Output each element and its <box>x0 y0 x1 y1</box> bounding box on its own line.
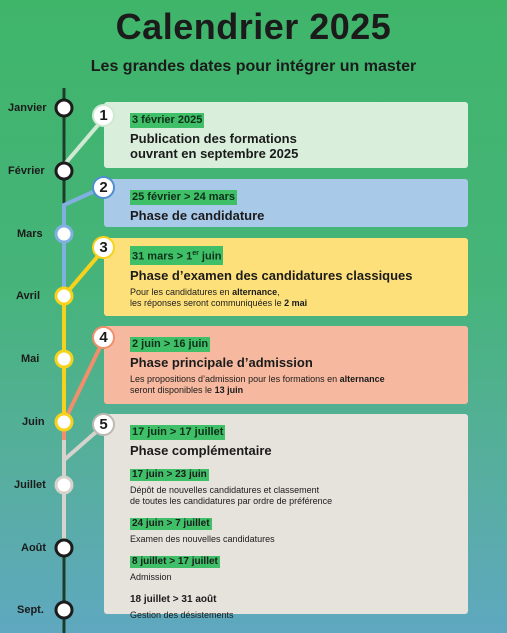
substep-text: Gestion des désistements <box>130 610 234 620</box>
step-2-badge: 2 <box>92 176 115 199</box>
step-3-badge: 3 <box>92 236 115 259</box>
step-3-title: Phase d’examen des candidatures classiques <box>130 267 413 283</box>
step-1-title <box>130 131 458 161</box>
step-3-description: Pour les candidatures en alternance, les réponses seront communiquées le 2 mai <box>130 286 308 308</box>
step-5-substep <box>130 551 458 583</box>
step-5-card <box>104 414 468 620</box>
step-3-date: 31 mars > 1er juin <box>130 246 223 265</box>
month-janvier: Janvier <box>8 102 47 114</box>
step-1-badge: 1 <box>92 104 115 127</box>
step-2-date: 25 février > 24 mars <box>132 191 236 203</box>
step-5-badge: 5 <box>92 413 115 436</box>
substep-text: Admission <box>130 572 172 582</box>
month-aout: Août <box>21 542 47 554</box>
step-4-badge: 4 <box>92 326 115 349</box>
month-juin: Juin <box>22 416 45 428</box>
substep-date: 18 juillet > 31 août <box>130 594 217 605</box>
month-mars: Mars <box>17 228 43 240</box>
step-4-title: Phase principale d’admission <box>130 355 313 370</box>
step-3-card <box>104 238 468 316</box>
step-1-date: 3 février 2025 <box>132 114 203 126</box>
step-1-title-line2: ouvrant en septembre 2025 <box>130 146 299 161</box>
step-4-date: 2 juin > 16 juin <box>132 338 209 350</box>
step-1-card <box>104 102 468 168</box>
step-4-description: Les propositions d’admission pour les formations en alternance seront disponibles le 13 juin <box>130 374 385 395</box>
substep-text: Examen des nouvelles candidatures <box>130 534 275 544</box>
step-5-substep <box>130 464 458 507</box>
step-2-card <box>104 179 468 227</box>
step-5-title: Phase complémentaire <box>130 443 272 458</box>
step-4-card <box>104 326 468 404</box>
month-avril: Avril <box>16 290 41 302</box>
step-2-title: Phase de candidature <box>130 208 265 223</box>
substep-text: Dépôt de nouvelles candidatures et classement de toutes les candidatures par ordre de préférence <box>130 485 333 506</box>
month-sept: Sept. <box>17 604 44 616</box>
month-fevrier: Février <box>8 165 45 177</box>
page-subtitle: Les grandes dates pour intégrer un master <box>90 58 417 75</box>
step-5-date: 17 juin > 17 juillet <box>132 426 224 438</box>
page-title: Calendrier 2025 <box>115 6 392 47</box>
substep-date: 8 juillet > 17 juillet <box>132 556 218 567</box>
step-1-title-line1: Publication des formations <box>130 131 297 146</box>
month-juillet: Juillet <box>14 479 46 491</box>
substep-date: 17 juin > 23 juin <box>132 469 207 480</box>
step-5-substep <box>130 513 458 545</box>
step-5-substep <box>130 589 458 621</box>
substep-date: 24 juin > 7 juillet <box>132 518 210 529</box>
month-mai: Mai <box>21 353 40 365</box>
